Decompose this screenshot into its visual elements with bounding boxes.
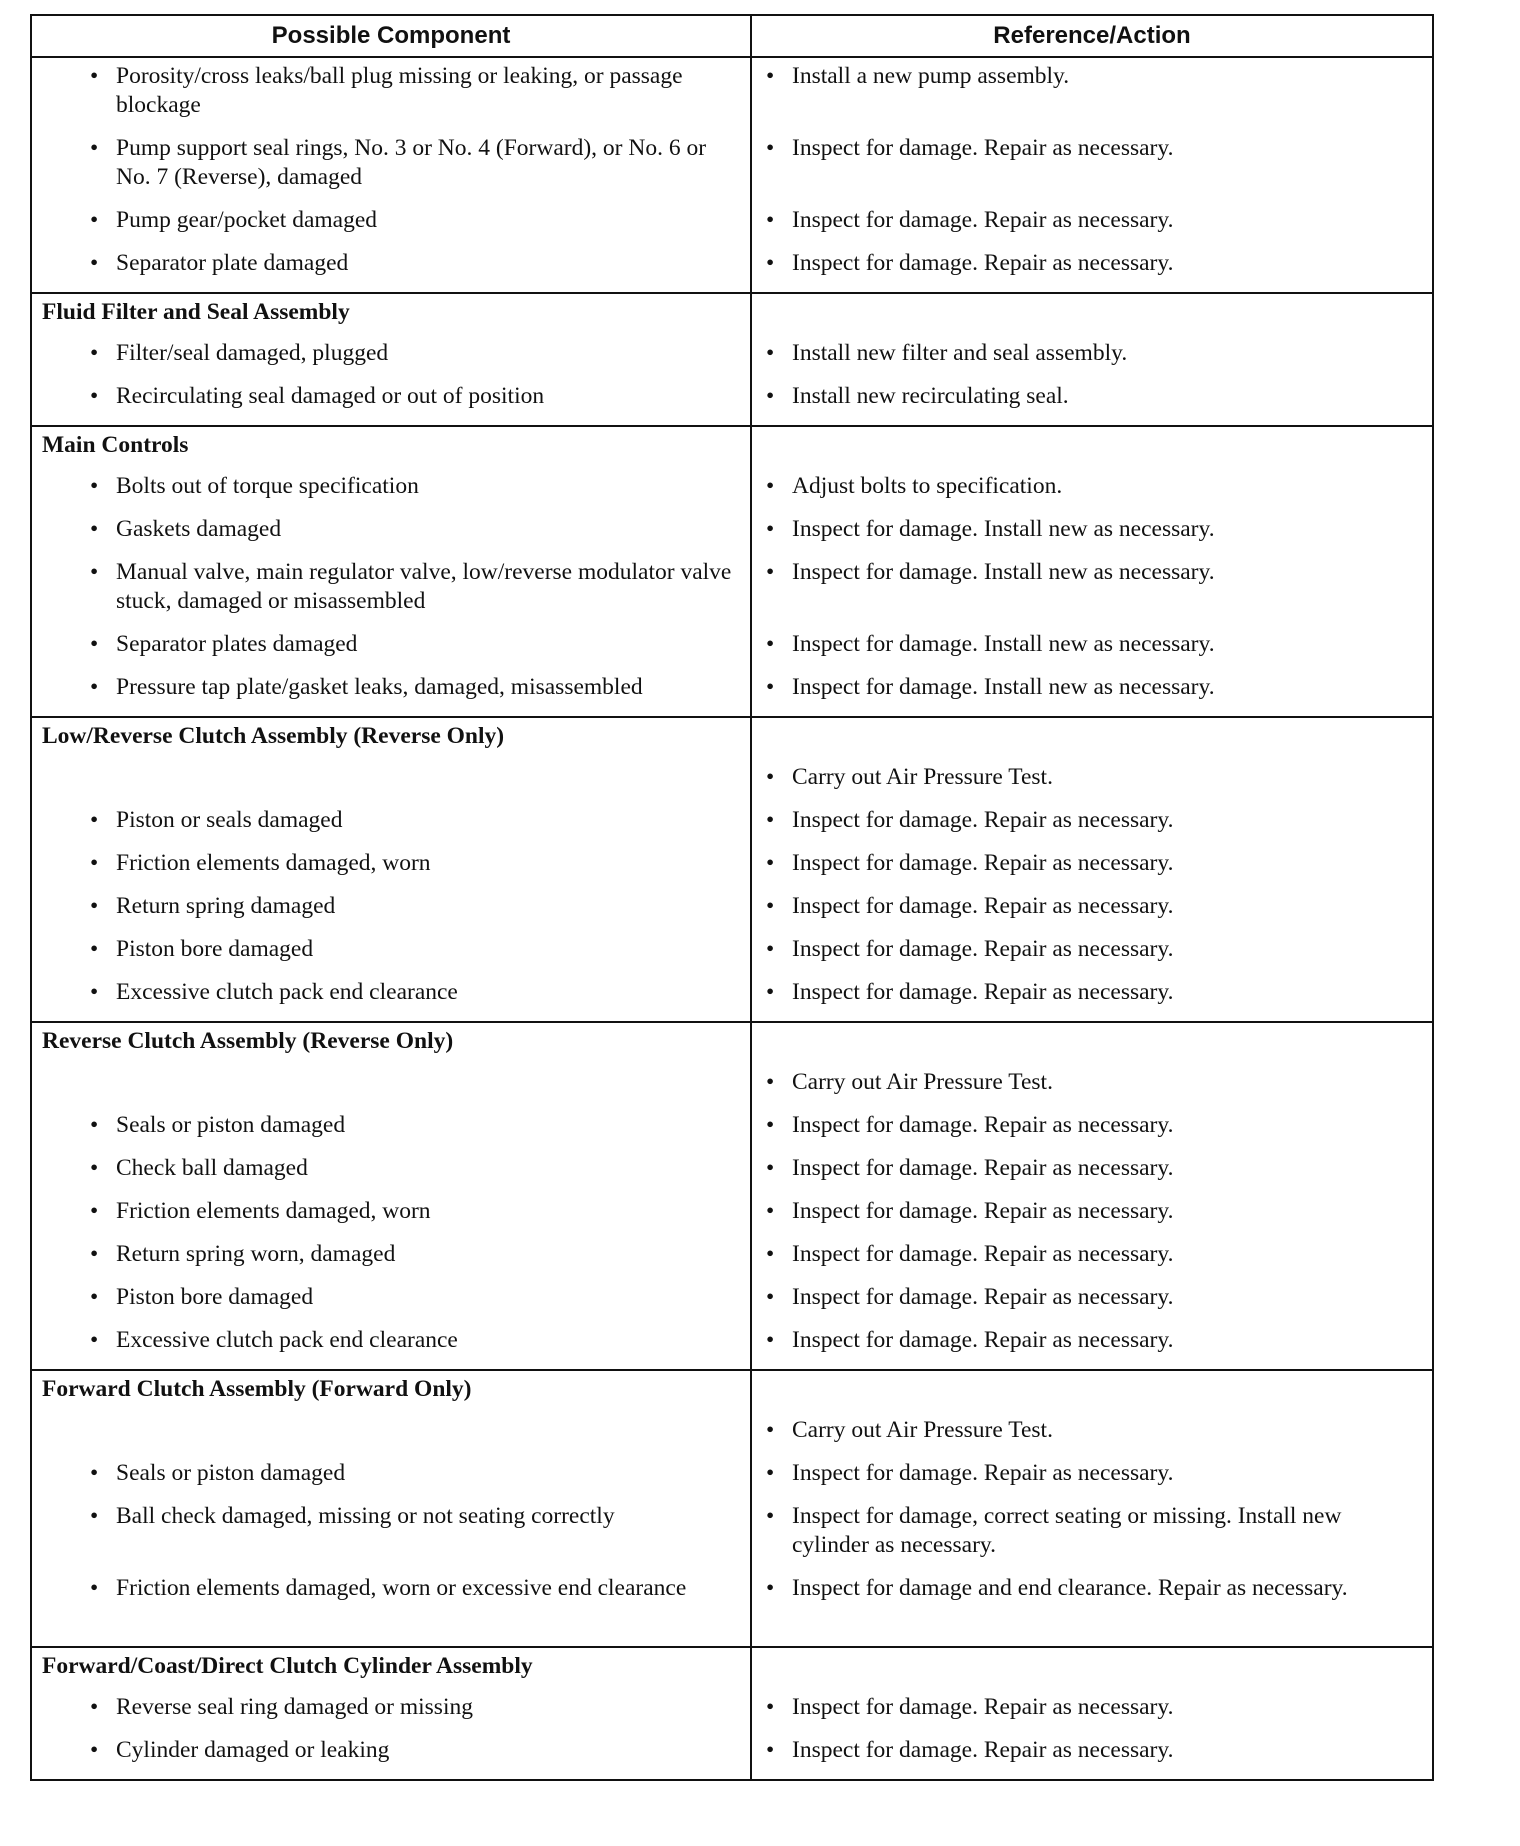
table-row xyxy=(31,1416,1433,1459)
bullet-icon: • xyxy=(766,936,775,962)
component-item xyxy=(32,1240,750,1269)
action-item xyxy=(752,1574,1432,1603)
component-item xyxy=(32,62,750,120)
section-heading-empty-cell xyxy=(751,426,1433,472)
bullet-icon: • xyxy=(90,1327,99,1353)
bullet-icon: • xyxy=(90,893,99,919)
component-cell xyxy=(31,1693,751,1736)
action-text: Inspect for damage. Repair as necessary. xyxy=(792,936,1174,962)
action-item xyxy=(752,1283,1432,1312)
table-row xyxy=(31,249,1433,293)
component-text: Friction elements damaged, worn xyxy=(116,850,431,876)
component-text: Filter/seal damaged, plugged xyxy=(116,340,389,366)
section-title: Main Controls xyxy=(42,432,189,458)
bullet-icon: • xyxy=(90,1284,99,1310)
action-item xyxy=(752,515,1432,544)
action-cell xyxy=(751,134,1433,206)
table-row xyxy=(31,1326,1433,1370)
component-cell xyxy=(31,515,751,558)
component-item xyxy=(32,1736,750,1765)
bullet-icon: • xyxy=(766,1112,775,1138)
action-text: Inspect for damage. Install new as necessary. xyxy=(792,631,1215,657)
bullet-icon: • xyxy=(90,1460,99,1486)
bullet-icon: • xyxy=(766,764,775,790)
action-item xyxy=(752,1154,1432,1183)
action-text: Carry out Air Pressure Test. xyxy=(792,1417,1053,1443)
action-text: Carry out Air Pressure Test. xyxy=(792,1069,1053,1095)
bullet-icon: • xyxy=(766,1241,775,1267)
component-item xyxy=(32,630,750,659)
action-cell xyxy=(751,1502,1433,1574)
action-text: Inspect for damage. Repair as necessary. xyxy=(792,207,1174,233)
action-text: Inspect for damage. Install new as necessary. xyxy=(792,559,1215,585)
table-row xyxy=(31,382,1433,426)
section-heading-cell xyxy=(31,293,751,339)
section-heading-row xyxy=(31,1022,1433,1068)
action-cell xyxy=(751,892,1433,935)
section-title: Fluid Filter and Seal Assembly xyxy=(42,299,350,325)
action-cell xyxy=(751,673,1433,717)
action-item xyxy=(752,1197,1432,1226)
table-row xyxy=(31,1154,1433,1197)
section-heading-row xyxy=(31,426,1433,472)
action-item xyxy=(752,849,1432,878)
component-cell xyxy=(31,1240,751,1283)
component-item xyxy=(32,472,750,501)
header-reference-action: Reference/Action xyxy=(751,15,1433,57)
component-item xyxy=(32,382,750,411)
action-item xyxy=(752,472,1432,501)
header-possible-component: Possible Component xyxy=(31,15,751,57)
bullet-icon: • xyxy=(766,1327,775,1353)
bullet-icon: • xyxy=(90,1155,99,1181)
section-group xyxy=(31,1022,1433,1370)
bullet-icon: • xyxy=(90,1694,99,1720)
bullet-icon: • xyxy=(90,207,99,233)
component-text: Manual valve, main regulator valve, low/reverse modulator valve stuck, damaged or misassembled xyxy=(116,559,732,614)
component-cell xyxy=(31,673,751,717)
component-text: Gaskets damaged xyxy=(116,516,282,542)
component-item xyxy=(32,206,750,235)
action-cell xyxy=(751,1283,1433,1326)
table-row xyxy=(31,978,1433,1022)
bullet-icon: • xyxy=(766,516,775,542)
bullet-icon: • xyxy=(766,893,775,919)
action-item xyxy=(752,382,1432,411)
component-text: Excessive clutch pack end clearance xyxy=(116,979,458,1005)
bullet-icon: • xyxy=(90,850,99,876)
component-cell xyxy=(31,1326,751,1370)
action-cell xyxy=(751,1326,1433,1370)
action-cell xyxy=(751,57,1433,134)
component-text: Check ball damaged xyxy=(116,1155,308,1181)
section-heading-empty-cell xyxy=(751,1647,1433,1693)
table-row xyxy=(31,1068,1433,1111)
bullet-icon: • xyxy=(90,936,99,962)
component-text: Piston bore damaged xyxy=(116,1284,314,1310)
component-cell xyxy=(31,1502,751,1574)
table-row xyxy=(31,1283,1433,1326)
component-text: Reverse seal ring damaged or missing xyxy=(116,1694,473,1720)
section-title: Forward/Coast/Direct Clutch Cylinder Assembly xyxy=(42,1653,533,1679)
bullet-icon: • xyxy=(90,559,99,585)
section-group xyxy=(31,1647,1433,1780)
action-text: Inspect for damage. Repair as necessary. xyxy=(792,1284,1174,1310)
table-row xyxy=(31,206,1433,249)
component-text: Return spring worn, damaged xyxy=(116,1241,396,1267)
action-cell xyxy=(751,1693,1433,1736)
component-cell xyxy=(31,249,751,293)
section-heading-cell xyxy=(31,1370,751,1416)
component-item xyxy=(32,806,750,835)
action-item xyxy=(752,1693,1432,1722)
bullet-icon: • xyxy=(90,63,99,89)
action-item xyxy=(752,558,1432,587)
bullet-icon: • xyxy=(766,1198,775,1224)
component-item xyxy=(32,1502,750,1531)
action-text: Inspect for damage. Repair as necessary. xyxy=(792,807,1174,833)
table-row xyxy=(31,1240,1433,1283)
bullet-icon: • xyxy=(90,383,99,409)
action-text: Inspect for damage. Repair as necessary. xyxy=(792,850,1174,876)
action-cell xyxy=(751,206,1433,249)
table-row xyxy=(31,673,1433,717)
component-item xyxy=(32,1693,750,1722)
action-cell xyxy=(751,1154,1433,1197)
component-cell xyxy=(31,978,751,1022)
action-item xyxy=(752,892,1432,921)
action-text: Inspect for damage. Repair as necessary. xyxy=(792,1112,1174,1138)
table-row xyxy=(31,57,1433,134)
component-text: Separator plates damaged xyxy=(116,631,358,657)
bullet-icon: • xyxy=(766,383,775,409)
action-text: Inspect for damage. Repair as necessary. xyxy=(792,135,1174,161)
table-row xyxy=(31,849,1433,892)
section-heading-cell xyxy=(31,717,751,763)
component-text: Recirculating seal damaged or out of position xyxy=(116,383,545,409)
action-text: Inspect for damage, correct seating or missing. Install new cylinder as necessary. xyxy=(792,1503,1342,1558)
component-text: Friction elements damaged, worn or excessive end clearance xyxy=(116,1575,687,1601)
action-cell xyxy=(751,249,1433,293)
table-row xyxy=(31,1502,1433,1574)
section-title: Low/Reverse Clutch Assembly (Reverse Only) xyxy=(42,723,505,749)
component-cell xyxy=(31,382,751,426)
component-item xyxy=(32,1283,750,1312)
component-cell xyxy=(31,935,751,978)
action-item xyxy=(752,1736,1432,1765)
action-item xyxy=(752,1111,1432,1140)
section-heading-cell xyxy=(31,1022,751,1068)
action-cell xyxy=(751,515,1433,558)
component-text: Ball check damaged, missing or not seating correctly xyxy=(116,1503,615,1529)
bullet-icon: • xyxy=(766,340,775,366)
component-cell xyxy=(31,57,751,134)
bullet-icon: • xyxy=(90,1198,99,1224)
bullet-icon: • xyxy=(766,1575,775,1601)
component-text: Seals or piston damaged xyxy=(116,1460,346,1486)
action-cell xyxy=(751,1240,1433,1283)
action-item xyxy=(752,673,1432,702)
bullet-icon: • xyxy=(90,1575,99,1601)
action-item xyxy=(752,935,1432,964)
action-text: Inspect for damage. Repair as necessary. xyxy=(792,1694,1174,1720)
component-cell xyxy=(31,806,751,849)
section-heading-empty-cell xyxy=(751,1370,1433,1416)
bullet-icon: • xyxy=(766,1069,775,1095)
action-item xyxy=(752,806,1432,835)
component-item xyxy=(32,1111,750,1140)
bullet-icon: • xyxy=(90,1503,99,1529)
section-heading-row xyxy=(31,293,1433,339)
component-item xyxy=(32,558,750,616)
bullet-icon: • xyxy=(90,473,99,499)
action-text: Adjust bolts to specification. xyxy=(792,473,1063,499)
action-item xyxy=(752,1416,1432,1445)
table-row xyxy=(31,935,1433,978)
component-item xyxy=(32,339,750,368)
table-row xyxy=(31,558,1433,630)
action-text: Inspect for damage. Repair as necessary. xyxy=(792,1460,1174,1486)
component-item xyxy=(32,1154,750,1183)
table-row xyxy=(31,1736,1433,1780)
component-text: Seals or piston damaged xyxy=(116,1112,346,1138)
action-cell xyxy=(751,630,1433,673)
action-item xyxy=(752,134,1432,163)
action-cell xyxy=(751,978,1433,1022)
action-text: Inspect for damage. Repair as necessary. xyxy=(792,1737,1174,1763)
bullet-icon: • xyxy=(766,250,775,276)
section-heading-row xyxy=(31,717,1433,763)
component-item xyxy=(32,935,750,964)
bullet-icon: • xyxy=(90,516,99,542)
table-row xyxy=(31,515,1433,558)
component-text: Pressure tap plate/gasket leaks, damaged, misassembled xyxy=(116,674,643,700)
component-text: Pump support seal rings, No. 3 or No. 4 (Forward), or No. 6 or No. 7 (Reverse), damaged xyxy=(116,135,707,190)
action-cell xyxy=(751,558,1433,630)
action-text: Install new recirculating seal. xyxy=(792,383,1069,409)
action-text: Inspect for damage. Repair as necessary. xyxy=(792,250,1174,276)
bullet-icon: • xyxy=(90,340,99,366)
component-cell xyxy=(31,558,751,630)
action-text: Inspect for damage. Install new as necessary. xyxy=(792,516,1215,542)
bullet-icon: • xyxy=(766,1737,775,1763)
component-cell xyxy=(31,1154,751,1197)
component-cell xyxy=(31,763,751,806)
component-item xyxy=(32,249,750,278)
action-item xyxy=(752,630,1432,659)
action-cell xyxy=(751,806,1433,849)
section-group xyxy=(31,426,1433,717)
section-group xyxy=(31,717,1433,1022)
action-cell xyxy=(751,339,1433,382)
component-item xyxy=(32,892,750,921)
component-cell xyxy=(31,1459,751,1502)
bullet-icon: • xyxy=(90,250,99,276)
action-item xyxy=(752,206,1432,235)
section-pump-continued xyxy=(31,57,1433,293)
action-item xyxy=(752,339,1432,368)
bullet-icon: • xyxy=(766,850,775,876)
section-heading-cell xyxy=(31,1647,751,1693)
action-text: Install a new pump assembly. xyxy=(792,63,1070,89)
action-item xyxy=(752,1326,1432,1355)
action-text: Inspect for damage. Repair as necessary. xyxy=(792,1198,1174,1224)
table-row xyxy=(31,339,1433,382)
component-text: Separator plate damaged xyxy=(116,250,349,276)
action-cell xyxy=(751,1736,1433,1780)
table-row xyxy=(31,1693,1433,1736)
component-cell xyxy=(31,472,751,515)
diagnosis-table xyxy=(30,14,1434,1781)
action-cell xyxy=(751,763,1433,806)
component-cell xyxy=(31,630,751,673)
action-item xyxy=(752,1459,1432,1488)
table-row xyxy=(31,630,1433,673)
section-group xyxy=(31,293,1433,426)
action-item xyxy=(752,249,1432,278)
action-item xyxy=(752,62,1432,91)
bullet-icon: • xyxy=(766,135,775,161)
component-text: Porosity/cross leaks/ball plug missing or leaking, or passage blockage xyxy=(116,63,683,118)
bullet-icon: • xyxy=(766,674,775,700)
section-heading-cell xyxy=(31,426,751,472)
component-text: Piston or seals damaged xyxy=(116,807,343,833)
action-cell xyxy=(751,1574,1433,1647)
table-row xyxy=(31,763,1433,806)
action-cell xyxy=(751,1459,1433,1502)
bullet-icon: • xyxy=(90,807,99,833)
bullet-icon: • xyxy=(766,1155,775,1181)
bullet-icon: • xyxy=(766,207,775,233)
component-item xyxy=(32,673,750,702)
bullet-icon: • xyxy=(766,631,775,657)
component-cell xyxy=(31,206,751,249)
table-row xyxy=(31,892,1433,935)
component-item xyxy=(32,849,750,878)
table-row xyxy=(31,1574,1433,1647)
action-text: Inspect for damage. Repair as necessary. xyxy=(792,1327,1174,1353)
table-row xyxy=(31,1111,1433,1154)
action-text: Inspect for damage. Repair as necessary. xyxy=(792,1241,1174,1267)
section-title: Reverse Clutch Assembly (Reverse Only) xyxy=(42,1028,454,1054)
component-cell xyxy=(31,134,751,206)
section-title: Forward Clutch Assembly (Forward Only) xyxy=(42,1376,472,1402)
bullet-icon: • xyxy=(766,1284,775,1310)
bullet-icon: • xyxy=(766,807,775,833)
component-text: Excessive clutch pack end clearance xyxy=(116,1327,458,1353)
component-cell xyxy=(31,1283,751,1326)
action-text: Install new filter and seal assembly. xyxy=(792,340,1128,366)
component-item xyxy=(32,1574,750,1603)
table-row xyxy=(31,806,1433,849)
component-cell xyxy=(31,1736,751,1780)
component-text: Friction elements damaged, worn xyxy=(116,1198,431,1224)
section-group xyxy=(31,1370,1433,1647)
action-text: Inspect for damage. Repair as necessary. xyxy=(792,1155,1174,1181)
component-cell xyxy=(31,1197,751,1240)
section-heading-empty-cell xyxy=(751,717,1433,763)
section-heading-empty-cell xyxy=(751,1022,1433,1068)
component-text: Piston bore damaged xyxy=(116,936,314,962)
bullet-icon: • xyxy=(766,63,775,89)
bullet-icon: • xyxy=(90,979,99,1005)
component-cell xyxy=(31,849,751,892)
action-text: Inspect for damage. Repair as necessary. xyxy=(792,979,1174,1005)
component-text: Cylinder damaged or leaking xyxy=(116,1737,390,1763)
table-row xyxy=(31,1459,1433,1502)
bullet-icon: • xyxy=(766,1417,775,1443)
bullet-icon: • xyxy=(90,135,99,161)
action-cell xyxy=(751,1197,1433,1240)
diagnosis-sheet xyxy=(30,14,1432,1781)
action-item xyxy=(752,1240,1432,1269)
action-text: Inspect for damage. Repair as necessary. xyxy=(792,893,1174,919)
action-cell xyxy=(751,382,1433,426)
action-cell xyxy=(751,1068,1433,1111)
table-row xyxy=(31,472,1433,515)
bullet-icon: • xyxy=(90,1112,99,1138)
action-cell xyxy=(751,849,1433,892)
component-item xyxy=(32,134,750,192)
component-cell xyxy=(31,1574,751,1647)
action-cell xyxy=(751,1416,1433,1459)
action-item xyxy=(752,1068,1432,1097)
action-item xyxy=(752,1502,1432,1560)
bullet-icon: • xyxy=(766,1460,775,1486)
bullet-icon: • xyxy=(766,473,775,499)
bullet-icon: • xyxy=(766,1503,775,1529)
component-item xyxy=(32,978,750,1007)
bullet-icon: • xyxy=(90,1737,99,1763)
action-cell xyxy=(751,472,1433,515)
section-heading-row xyxy=(31,1370,1433,1416)
action-item xyxy=(752,763,1432,792)
action-text: Inspect for damage. Install new as necessary. xyxy=(792,674,1215,700)
component-item xyxy=(32,515,750,544)
table-row xyxy=(31,134,1433,206)
bullet-icon: • xyxy=(90,631,99,657)
bullet-icon: • xyxy=(766,559,775,585)
bullet-icon: • xyxy=(90,1241,99,1267)
action-cell xyxy=(751,1111,1433,1154)
component-cell xyxy=(31,1111,751,1154)
component-item xyxy=(32,1326,750,1355)
header-row xyxy=(31,15,1433,57)
component-cell xyxy=(31,1068,751,1111)
component-text: Pump gear/pocket damaged xyxy=(116,207,378,233)
action-text: Inspect for damage and end clearance. Repair as necessary. xyxy=(792,1575,1348,1601)
component-text: Return spring damaged xyxy=(116,893,336,919)
component-cell xyxy=(31,339,751,382)
bullet-icon: • xyxy=(90,674,99,700)
component-cell xyxy=(31,1416,751,1459)
section-heading-empty-cell xyxy=(751,293,1433,339)
component-text: Bolts out of torque specification xyxy=(116,473,419,499)
bullet-icon: • xyxy=(766,1694,775,1720)
action-item xyxy=(752,978,1432,1007)
component-item xyxy=(32,1459,750,1488)
table-row xyxy=(31,1197,1433,1240)
action-text: Carry out Air Pressure Test. xyxy=(792,764,1053,790)
bullet-icon: • xyxy=(766,979,775,1005)
action-cell xyxy=(751,935,1433,978)
component-cell xyxy=(31,892,751,935)
section-heading-row xyxy=(31,1647,1433,1693)
component-item xyxy=(32,1197,750,1226)
